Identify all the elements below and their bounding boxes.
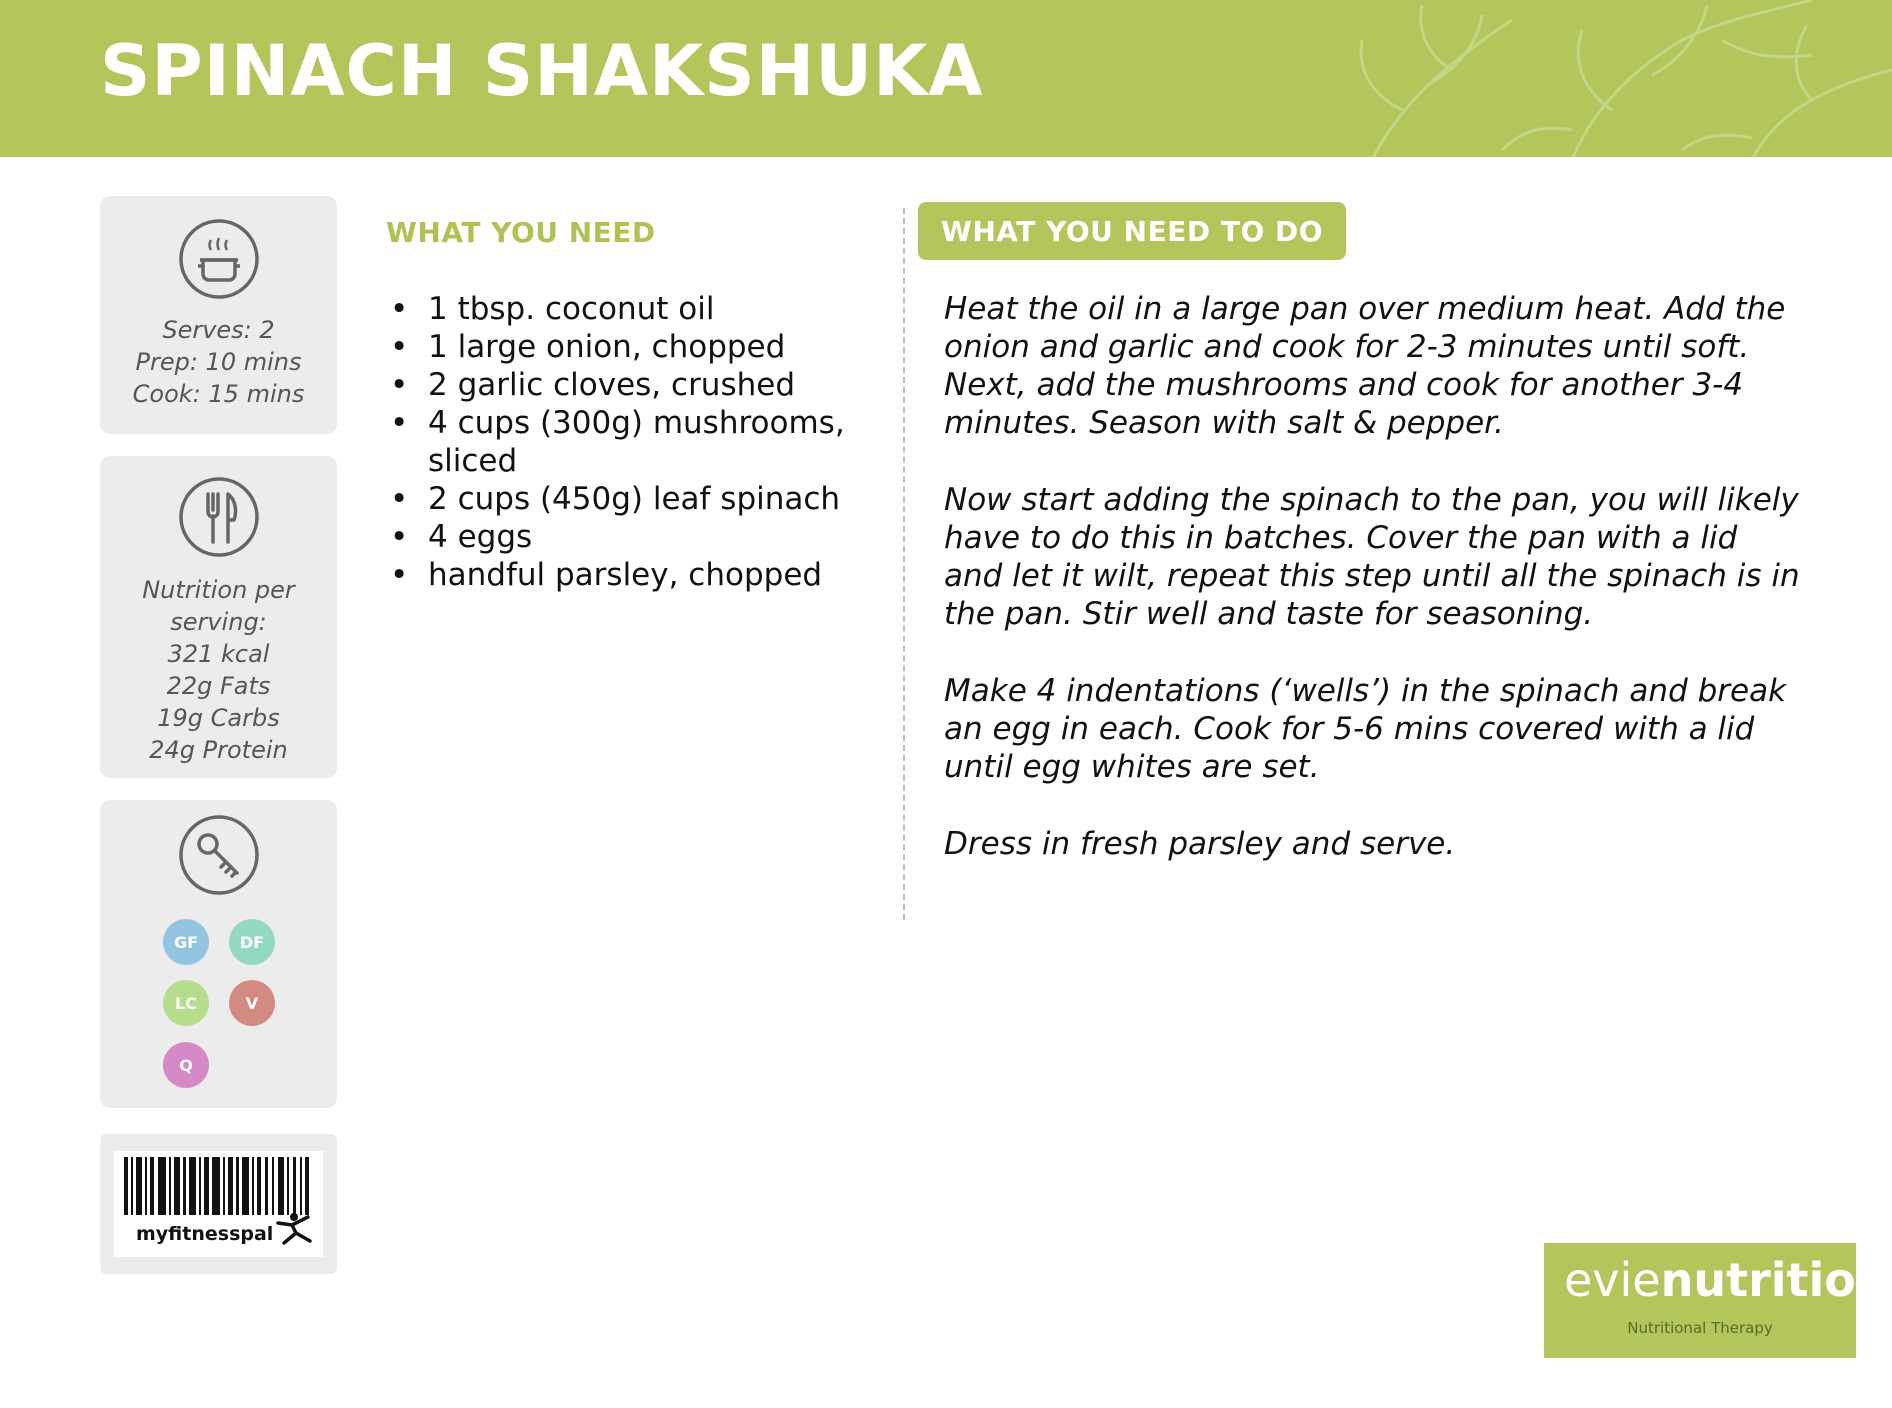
badge-dairy-free: DF xyxy=(229,919,275,965)
myfitnesspal-label: myfitnesspal xyxy=(136,1223,274,1245)
method-step: Now start adding the spinach to the pan, you will likely have to do this in batches. Cover the pan with a lid and let it wilt, repeat this step until all the spinach is in the pan. Stir well and taste for seasoning. xyxy=(944,482,1800,632)
list-item: • 1 tbsp. coconut oil xyxy=(384,290,854,328)
badge-quick: Q xyxy=(163,1042,209,1088)
time-info-panel xyxy=(100,196,337,434)
list-item: • 4 cups (300g) mushrooms, sliced xyxy=(384,404,854,480)
cooking-pot-icon xyxy=(178,218,260,300)
badge-gluten-free: GF xyxy=(163,919,209,965)
serves-text: Serves: 2 xyxy=(162,316,275,344)
evienutrition-logo[interactable] xyxy=(1544,1243,1889,1358)
prep-time-text: Prep: 10 mins xyxy=(135,348,302,376)
protein-text: 24g Protein xyxy=(149,736,288,764)
cook-time-text: Cook: 15 mins xyxy=(132,380,305,408)
nutrition-panel xyxy=(100,456,337,778)
recipe-title: SPINACH SHAKSHUKA xyxy=(100,30,984,112)
diet-key-panel xyxy=(100,800,337,1108)
logo-light-text: evie xyxy=(1564,1253,1661,1307)
barcode-panel[interactable] xyxy=(100,1134,337,1274)
method-step: Make 4 indentations (‘wells’) in the spinach and break an egg in each. Cook for 5-6 mins covered with a lid until egg whites are set. xyxy=(944,673,1787,785)
list-item: • 2 cups (450g) leaf spinach xyxy=(384,480,854,518)
header-banner xyxy=(0,0,1892,157)
key-icon xyxy=(178,814,260,896)
badge-vegetarian: V xyxy=(229,980,275,1026)
logo-bold-text: nutrition xyxy=(1660,1253,1889,1307)
nutrition-heading-line1: Nutrition per xyxy=(142,576,295,604)
fork-knife-icon xyxy=(178,476,260,558)
list-item: • 2 garlic cloves, crushed xyxy=(384,366,854,404)
logo-tagline: Nutritional Therapy xyxy=(1627,1319,1773,1337)
list-item: • 4 eggs xyxy=(384,518,854,556)
ingredients-heading: WHAT YOU NEED xyxy=(386,216,656,249)
list-item: • 1 large onion, chopped xyxy=(384,328,854,366)
dashed-divider xyxy=(903,208,905,920)
method-heading: WHAT YOU NEED TO DO xyxy=(918,202,1346,260)
ingredients-list xyxy=(384,290,854,594)
leaf-decoration-icon xyxy=(1252,0,1892,157)
method-step: Dress in fresh parsley and serve. xyxy=(944,826,1456,862)
list-item: • handful parsley, chopped xyxy=(384,556,854,594)
badge-low-carb: LC xyxy=(163,980,209,1026)
runner-icon xyxy=(274,1211,314,1247)
nutrition-heading-line2: serving: xyxy=(170,608,267,636)
method-steps xyxy=(944,290,1804,902)
kcal-text: 321 kcal xyxy=(167,640,270,668)
logo-wordmark xyxy=(1564,1253,1889,1307)
fats-text: 22g Fats xyxy=(166,672,271,700)
barcode[interactable] xyxy=(114,1151,323,1257)
method-step: Heat the oil in a large pan over medium heat. Add the onion and garlic and cook for 2-3 minutes until soft. Next, add the mushrooms and cook for another 3-4 minutes. Season with salt & pepper. xyxy=(944,291,1786,441)
carbs-text: 19g Carbs xyxy=(157,704,280,732)
